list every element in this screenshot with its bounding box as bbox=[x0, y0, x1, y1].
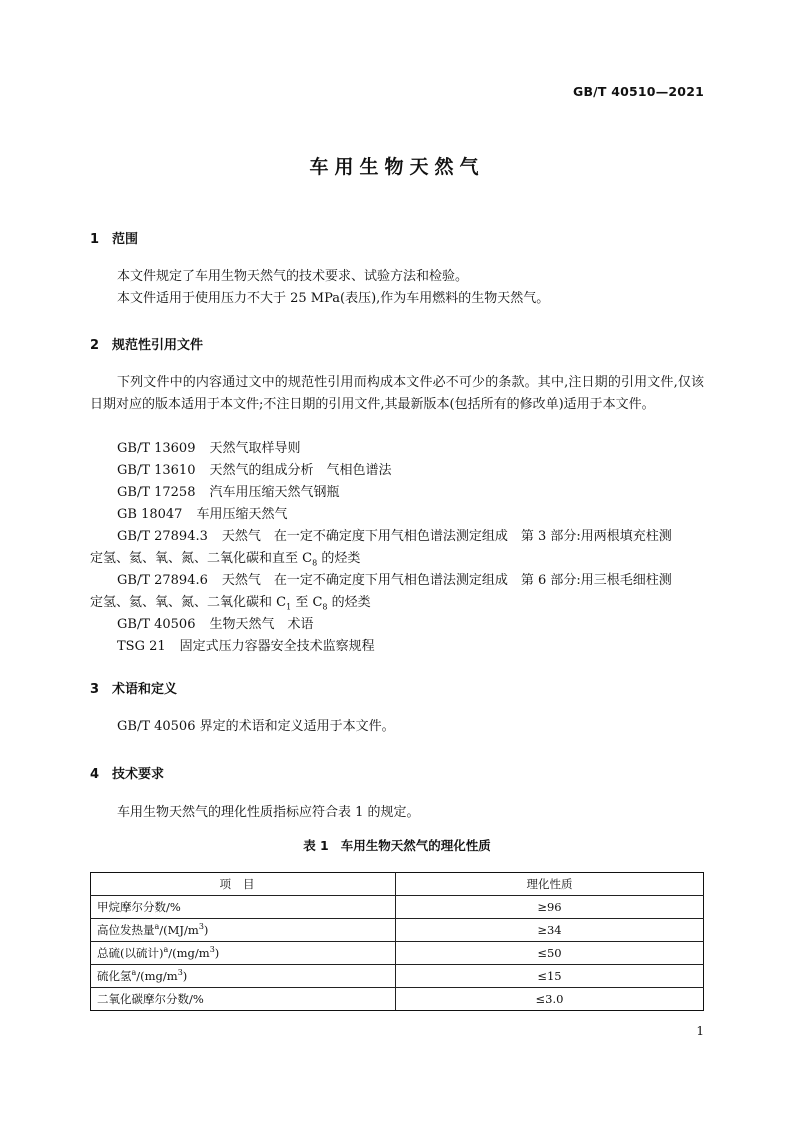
section-title: 术语和定义 bbox=[112, 682, 178, 697]
table-row bbox=[91, 942, 704, 965]
section-number: 1 bbox=[90, 232, 100, 247]
section-number: 2 bbox=[90, 338, 100, 353]
reference-code: GB/T 13609 bbox=[117, 441, 196, 456]
item-text: 总硫(以硫计) bbox=[97, 946, 164, 960]
reference-code: GB/T 40506 bbox=[117, 617, 196, 632]
standard-code: GB/T 40510—2021 bbox=[572, 84, 704, 99]
unit-text: ) bbox=[182, 969, 188, 983]
value-cell: ≤3.0 bbox=[396, 988, 704, 1011]
subscript: 8 bbox=[312, 558, 318, 568]
item-cell bbox=[91, 942, 396, 965]
superscript: 3 bbox=[198, 922, 204, 932]
table-row bbox=[91, 988, 704, 1011]
section-title: 范围 bbox=[112, 232, 139, 247]
value-cell: ≤15 bbox=[396, 965, 704, 988]
column-header-item: 项目 bbox=[91, 873, 396, 896]
reference-title: 天然气取样导则 bbox=[209, 441, 301, 456]
value-cell: ≥96 bbox=[396, 896, 704, 919]
superscript: 3 bbox=[177, 968, 183, 978]
paragraph: 本文件适用于使用压力不大于 25 MPa(表压),作为车用燃料的生物天然气。 bbox=[117, 291, 550, 306]
reference-item bbox=[117, 526, 672, 548]
reference-item bbox=[117, 460, 392, 482]
reference-code: GB/T 27894.3 bbox=[117, 529, 208, 544]
reference-text: 至 C bbox=[291, 595, 323, 610]
reference-item bbox=[117, 614, 314, 636]
reference-text: 的烃类 bbox=[327, 595, 371, 610]
reference-title: 天然气 在一定不确定度下用气相色谱法测定组成 第 3 部分:用两根填充柱测 bbox=[221, 529, 672, 544]
item-cell bbox=[91, 919, 396, 942]
section-1-heading bbox=[90, 228, 138, 247]
subscript: 8 bbox=[322, 602, 328, 612]
footnote-mark: a bbox=[163, 945, 169, 955]
reference-item bbox=[117, 438, 301, 460]
table-row bbox=[91, 965, 704, 988]
table-caption bbox=[0, 836, 794, 854]
item-cell bbox=[91, 988, 396, 1011]
reference-title: 天然气的组成分析 气相色谱法 bbox=[209, 463, 392, 478]
reference-code: GB/T 27894.6 bbox=[117, 573, 208, 588]
item-text: 甲烷摩尔分数/% bbox=[97, 900, 181, 914]
unit-text: ) bbox=[203, 923, 209, 937]
unit-text: /(mg/m bbox=[136, 969, 178, 983]
table-header-row bbox=[91, 873, 704, 896]
table-row bbox=[91, 919, 704, 942]
reference-item bbox=[117, 636, 375, 658]
table-row bbox=[91, 896, 704, 919]
unit-text: /(MJ/m bbox=[159, 923, 199, 937]
item-text: 二氧化碳摩尔分数/% bbox=[97, 992, 204, 1006]
reference-text: 定氢、氦、氧、氮、二氧化碳和直至 C bbox=[90, 551, 313, 566]
subscript: 1 bbox=[286, 602, 292, 612]
reference-code: GB/T 17258 bbox=[117, 485, 196, 500]
unit-text: /(mg/m bbox=[168, 946, 210, 960]
reference-item bbox=[117, 482, 340, 504]
value-cell: ≤50 bbox=[396, 942, 704, 965]
footnote-mark: a bbox=[154, 922, 160, 932]
properties-table bbox=[90, 872, 704, 1011]
reference-item bbox=[117, 570, 672, 592]
item-text: 高位发热量 bbox=[97, 923, 155, 937]
paragraph: 下列文件中的内容通过文中的规范性引用而构成本文件必不可少的条款。其中,注日期的引用文件,仅该日期对应的版本适用于本文件;不注日期的引用文件,其最新版本(包括所有的修改单)适用于本文件。 bbox=[90, 375, 704, 412]
section-2-heading bbox=[90, 334, 203, 353]
value-cell: ≥34 bbox=[396, 919, 704, 942]
superscript: 3 bbox=[209, 945, 215, 955]
page-number: 1 bbox=[696, 1024, 704, 1038]
paragraph: 本文件规定了车用生物天然气的技术要求、试验方法和检验。 bbox=[117, 269, 469, 284]
section-3-heading bbox=[90, 678, 177, 697]
footnote-mark: a bbox=[131, 968, 137, 978]
reference-title: 车用压缩天然气 bbox=[196, 507, 288, 522]
paragraph: 车用生物天然气的理化性质指标应符合表 1 的规定。 bbox=[117, 805, 420, 820]
reference-title: 天然气 在一定不确定度下用气相色谱法测定组成 第 6 部分:用三根毛细柱测 bbox=[221, 573, 672, 588]
item-cell bbox=[91, 965, 396, 988]
reference-code: GB/T 13610 bbox=[117, 463, 196, 478]
section-4-heading bbox=[90, 763, 164, 782]
column-header-value: 理化性质 bbox=[396, 873, 704, 896]
paragraph: GB/T 40506 界定的术语和定义适用于本文件。 bbox=[117, 719, 395, 734]
unit-text: ) bbox=[214, 946, 220, 960]
reference-code: TSG 21 bbox=[117, 639, 166, 654]
reference-text: 的烃类 bbox=[317, 551, 361, 566]
reference-title: 汽车用压缩天然气钢瓶 bbox=[209, 485, 340, 500]
table-caption-title: 车用生物天然气的理化性质 bbox=[340, 838, 491, 853]
item-cell bbox=[91, 896, 396, 919]
section-number: 3 bbox=[90, 682, 100, 697]
reference-title: 固定式压力容器安全技术监察规程 bbox=[179, 639, 375, 654]
section-number: 4 bbox=[90, 767, 100, 782]
reference-code: GB 18047 bbox=[117, 507, 183, 522]
reference-title: 生物天然气 术语 bbox=[209, 617, 314, 632]
item-text: 硫化氢 bbox=[97, 969, 132, 983]
section-title: 技术要求 bbox=[112, 767, 165, 782]
reference-item bbox=[117, 504, 287, 526]
reference-text: 定氢、氦、氧、氮、二氧化碳和 C bbox=[90, 595, 287, 610]
table-caption-label: 表 1 bbox=[303, 838, 329, 853]
document-title: 车用生物天然气 bbox=[309, 156, 485, 178]
section-title: 规范性引用文件 bbox=[112, 338, 204, 353]
